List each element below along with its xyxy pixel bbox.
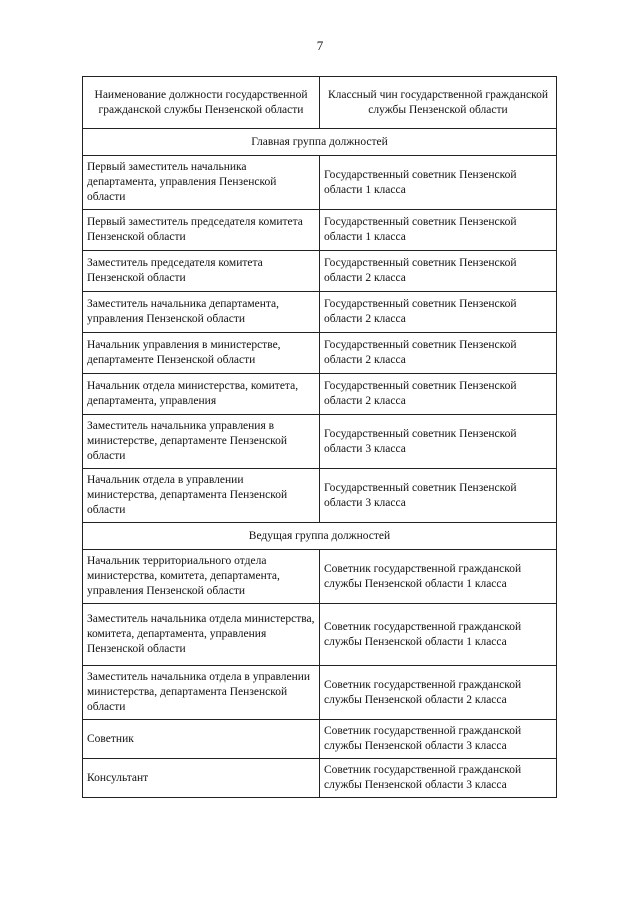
header-rank: Классный чин государственной гражданской службы Пензенской области xyxy=(320,77,557,129)
group-title-main: Главная группа должностей xyxy=(83,129,557,156)
rank-table xyxy=(82,76,557,798)
table-row xyxy=(83,550,557,604)
rank-cell: Государственный советник Пензенской области 3 класса xyxy=(320,415,557,469)
rank-cell: Государственный советник Пензенской области 3 класса xyxy=(320,469,557,523)
table-row xyxy=(83,156,557,210)
position-cell: Начальник отдела в управлении министерства, департамента Пензенской области xyxy=(83,469,320,523)
position-cell: Заместитель начальника отдела министерства, комитета, департамента, управления Пензенской области xyxy=(83,604,320,666)
position-cell: Заместитель начальника отдела в управлении министерства, департамента Пензенской области xyxy=(83,666,320,720)
header-position: Наименование должности государственной гражданской службы Пензенской области xyxy=(83,77,320,129)
rank-cell: Государственный советник Пензенской области 1 класса xyxy=(320,210,557,251)
rank-cell: Советник государственной гражданской службы Пензенской области 3 класса xyxy=(320,759,557,798)
table-row xyxy=(83,666,557,720)
group-title-leading: Ведущая группа должностей xyxy=(83,523,557,550)
position-cell: Начальник управления в министерстве, департаменте Пензенской области xyxy=(83,333,320,374)
position-cell: Советник xyxy=(83,720,320,759)
rank-cell: Советник государственной гражданской службы Пензенской области 1 класса xyxy=(320,550,557,604)
table-row xyxy=(83,333,557,374)
group-row xyxy=(83,523,557,550)
position-cell: Начальник территориального отдела министерства, комитета, департамента, управления Пензенской области xyxy=(83,550,320,604)
rank-cell: Советник государственной гражданской службы Пензенской области 1 класса xyxy=(320,604,557,666)
table-header-row xyxy=(83,77,557,129)
position-cell: Заместитель начальника управления в министерстве, департаменте Пензенской области xyxy=(83,415,320,469)
table-row xyxy=(83,604,557,666)
table-row xyxy=(83,292,557,333)
position-cell: Начальник отдела министерства, комитета, департамента, управления xyxy=(83,374,320,415)
position-cell: Первый заместитель начальника департамента, управления Пензенской области xyxy=(83,156,320,210)
page-number: 7 xyxy=(316,38,324,53)
rank-cell: Государственный советник Пензенской области 1 класса xyxy=(320,156,557,210)
rank-cell: Советник государственной гражданской службы Пензенской области 2 класса xyxy=(320,666,557,720)
position-cell: Заместитель начальника департамента, управления Пензенской области xyxy=(83,292,320,333)
rank-cell: Государственный советник Пензенской области 2 класса xyxy=(320,251,557,292)
table-row xyxy=(83,415,557,469)
rank-cell: Государственный советник Пензенской области 2 класса xyxy=(320,374,557,415)
group-row xyxy=(83,129,557,156)
table-row xyxy=(83,469,557,523)
rank-cell: Государственный советник Пензенской области 2 класса xyxy=(320,292,557,333)
table-row xyxy=(83,210,557,251)
table-row xyxy=(83,720,557,759)
position-cell: Консультант xyxy=(83,759,320,798)
table-row xyxy=(83,759,557,798)
table-row xyxy=(83,251,557,292)
position-cell: Первый заместитель председателя комитета Пензенской области xyxy=(83,210,320,251)
rank-cell: Государственный советник Пензенской области 2 класса xyxy=(320,333,557,374)
rank-cell: Советник государственной гражданской службы Пензенской области 3 класса xyxy=(320,720,557,759)
table-row xyxy=(83,374,557,415)
position-cell: Заместитель председателя комитета Пензенской области xyxy=(83,251,320,292)
